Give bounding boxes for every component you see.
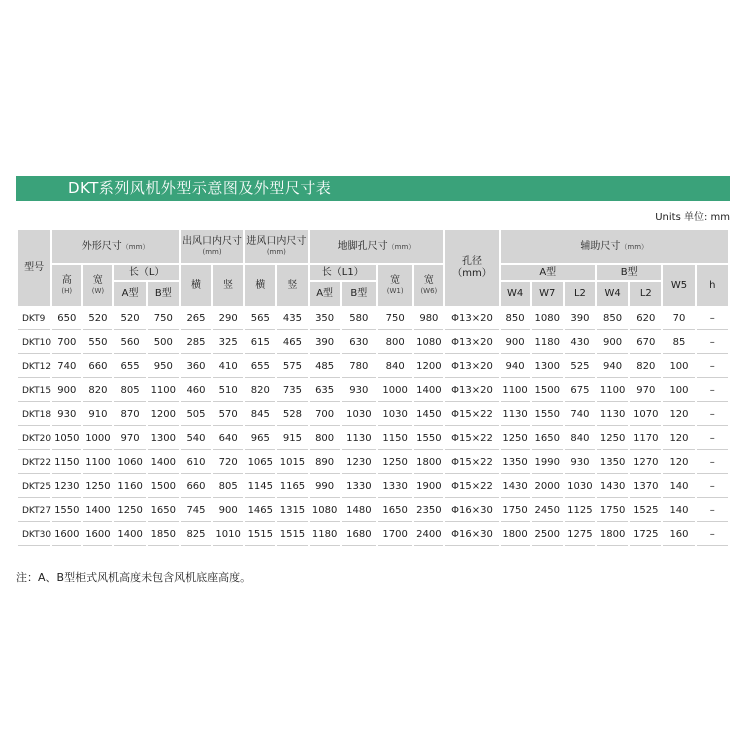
- model-cell: DKT12: [18, 356, 50, 378]
- table-cell: 930: [52, 404, 81, 426]
- table-cell: 1550: [414, 428, 443, 450]
- table-cell: –: [697, 308, 728, 330]
- table-row: [18, 476, 728, 498]
- table-cell: 1550: [52, 500, 81, 522]
- table-cell: 485: [310, 356, 340, 378]
- table-cell: 940: [501, 356, 530, 378]
- table-cell: 520: [83, 308, 112, 330]
- table-row: [18, 524, 728, 546]
- table-cell: 660: [83, 356, 112, 378]
- table-cell: 1230: [342, 452, 376, 474]
- header-l1-type-a: A型: [310, 282, 340, 306]
- table-row: [18, 308, 728, 330]
- table-cell: 2350: [414, 500, 443, 522]
- header-inlet-horizontal: 横: [245, 265, 275, 306]
- header-length-type-b: B型: [148, 282, 179, 306]
- table-cell: 630: [342, 332, 376, 354]
- header-a-w4: W4: [501, 282, 530, 306]
- table-cell: 800: [378, 332, 412, 354]
- table-cell: 70: [663, 308, 694, 330]
- table-cell: 510: [213, 380, 243, 402]
- table-cell: 700: [52, 332, 81, 354]
- header-length-l1: 长（L1）: [310, 265, 376, 280]
- header-l1-type-b: B型: [342, 282, 376, 306]
- table-cell: 410: [213, 356, 243, 378]
- model-cell: DKT15: [18, 380, 50, 402]
- table-cell: 1500: [148, 476, 179, 498]
- table-cell: –: [697, 332, 728, 354]
- table-cell: 850: [597, 308, 628, 330]
- model-cell: DKT20: [18, 428, 50, 450]
- table-cell: 1150: [52, 452, 81, 474]
- table-cell: 1160: [114, 476, 145, 498]
- table-cell: 1400: [148, 452, 179, 474]
- header-length: 长（L）: [114, 265, 178, 280]
- table-cell: 970: [630, 380, 661, 402]
- table-cell: –: [697, 452, 728, 474]
- table-cell: 615: [245, 332, 275, 354]
- table-cell: Φ16×30: [445, 524, 498, 546]
- table-cell: 720: [213, 452, 243, 474]
- table-cell: 660: [181, 476, 211, 498]
- table-cell: 1465: [245, 500, 275, 522]
- model-cell: DKT9: [18, 308, 50, 330]
- table-cell: 990: [310, 476, 340, 498]
- header-aux-type-b: B型: [597, 265, 661, 280]
- table-cell: 1100: [148, 380, 179, 402]
- table-cell: 655: [245, 356, 275, 378]
- table-cell: 805: [114, 380, 145, 402]
- table-cell: 1000: [83, 428, 112, 450]
- header-outer-size: 外形尺寸（mm）: [52, 230, 179, 263]
- table-cell: 1400: [83, 500, 112, 522]
- table-cell: 160: [663, 524, 694, 546]
- header-inlet-size: 进风口内尺寸 (mm): [245, 230, 307, 263]
- table-row: [18, 452, 728, 474]
- header-a-l2: L2: [565, 282, 595, 306]
- table-cell: 840: [565, 428, 595, 450]
- table-cell: Φ13×20: [445, 356, 498, 378]
- table-cell: Φ13×20: [445, 332, 498, 354]
- table-cell: 100: [663, 380, 694, 402]
- table-cell: –: [697, 380, 728, 402]
- table-cell: 285: [181, 332, 211, 354]
- header-model: 型号: [18, 230, 50, 306]
- table-cell: 1130: [597, 404, 628, 426]
- table-cell: 1430: [501, 476, 530, 498]
- table-cell: 1430: [597, 476, 628, 498]
- table-cell: 1200: [148, 404, 179, 426]
- table-cell: 890: [310, 452, 340, 474]
- table-cell: 1060: [114, 452, 145, 474]
- table-cell: 940: [597, 356, 628, 378]
- table-cell: 120: [663, 428, 694, 450]
- table-cell: 460: [181, 380, 211, 402]
- table-cell: 1080: [414, 332, 443, 354]
- table-cell: 840: [378, 356, 412, 378]
- table-cell: –: [697, 428, 728, 450]
- table-cell: 2450: [532, 500, 563, 522]
- header-outlet-horizontal: 横: [181, 265, 211, 306]
- header-w5: W5: [663, 265, 694, 306]
- table-cell: 970: [114, 428, 145, 450]
- table-cell: 800: [310, 428, 340, 450]
- header-h: h: [697, 265, 728, 306]
- table-cell: 120: [663, 452, 694, 474]
- table-cell: 805: [213, 476, 243, 498]
- header-aux-type-a: A型: [501, 265, 595, 280]
- table-cell: 1750: [501, 500, 530, 522]
- table-cell: 910: [83, 404, 112, 426]
- table-cell: 1070: [630, 404, 661, 426]
- table-cell: 505: [181, 404, 211, 426]
- model-cell: DKT22: [18, 452, 50, 474]
- table-cell: 540: [181, 428, 211, 450]
- table-cell: 1000: [378, 380, 412, 402]
- table-cell: 1180: [532, 332, 563, 354]
- table-cell: Φ15×22: [445, 404, 498, 426]
- table-cell: 1725: [630, 524, 661, 546]
- table-cell: 1130: [501, 404, 530, 426]
- model-cell: DKT18: [18, 404, 50, 426]
- table-cell: 580: [342, 308, 376, 330]
- table-cell: 620: [630, 308, 661, 330]
- table-cell: 520: [114, 308, 145, 330]
- model-cell: DKT10: [18, 332, 50, 354]
- table-cell: 1330: [378, 476, 412, 498]
- table-cell: 1400: [114, 524, 145, 546]
- table-cell: 1170: [630, 428, 661, 450]
- table-cell: Φ15×22: [445, 428, 498, 450]
- dimension-table: [16, 228, 730, 548]
- header-b-l2: L2: [630, 282, 661, 306]
- table-cell: 1100: [501, 380, 530, 402]
- header-height: 高 (H): [52, 265, 81, 306]
- table-cell: 1370: [630, 476, 661, 498]
- table-row: [18, 404, 728, 426]
- table-cell: 1300: [148, 428, 179, 450]
- table-cell: 1250: [597, 428, 628, 450]
- model-cell: DKT25: [18, 476, 50, 498]
- table-cell: 1270: [630, 452, 661, 474]
- footnote: 注：A、B型柜式风机高度未包含风机底座高度。: [16, 571, 252, 584]
- table-cell: 1680: [342, 524, 376, 546]
- table-cell: 1250: [114, 500, 145, 522]
- table-cell: 1800: [597, 524, 628, 546]
- table-cell: 820: [630, 356, 661, 378]
- table-cell: –: [697, 500, 728, 522]
- table-row: [18, 500, 728, 522]
- table-cell: 870: [114, 404, 145, 426]
- table-cell: 560: [114, 332, 145, 354]
- table-cell: 850: [501, 308, 530, 330]
- table-cell: 575: [277, 356, 307, 378]
- table-cell: 610: [181, 452, 211, 474]
- table-cell: 1600: [52, 524, 81, 546]
- table-cell: 1130: [342, 428, 376, 450]
- table-cell: 1350: [501, 452, 530, 474]
- table-cell: 1250: [83, 476, 112, 498]
- table-cell: 1180: [310, 524, 340, 546]
- table-cell: 1030: [342, 404, 376, 426]
- table-cell: 290: [213, 308, 243, 330]
- table-cell: 965: [245, 428, 275, 450]
- table-row: [18, 428, 728, 450]
- table-cell: 1500: [532, 380, 563, 402]
- table-cell: 915: [277, 428, 307, 450]
- table-cell: 350: [310, 308, 340, 330]
- table-cell: 700: [310, 404, 340, 426]
- table-cell: 570: [213, 404, 243, 426]
- table-cell: 390: [565, 308, 595, 330]
- table-cell: 745: [181, 500, 211, 522]
- table-cell: 2500: [532, 524, 563, 546]
- table-cell: 675: [565, 380, 595, 402]
- table-body: [18, 308, 728, 546]
- table-cell: 1515: [277, 524, 307, 546]
- table-cell: 500: [148, 332, 179, 354]
- table-cell: 1100: [597, 380, 628, 402]
- table-cell: 1315: [277, 500, 307, 522]
- table-cell: 1850: [148, 524, 179, 546]
- table-cell: Φ13×20: [445, 380, 498, 402]
- table-cell: 1330: [342, 476, 376, 498]
- table-cell: 950: [148, 356, 179, 378]
- table-cell: 750: [148, 308, 179, 330]
- table-cell: 1200: [414, 356, 443, 378]
- table-cell: 900: [597, 332, 628, 354]
- table-row: [18, 380, 728, 402]
- table-cell: 360: [181, 356, 211, 378]
- table-cell: 140: [663, 476, 694, 498]
- header-outlet-vertical: 竖: [213, 265, 243, 306]
- header-foot-hole-size: 地脚孔尺寸（mm）: [310, 230, 444, 263]
- table-cell: 1275: [565, 524, 595, 546]
- header-b-w4: W4: [597, 282, 628, 306]
- table-cell: 750: [378, 308, 412, 330]
- table-cell: 1080: [532, 308, 563, 330]
- table-cell: 735: [277, 380, 307, 402]
- table-cell: 825: [181, 524, 211, 546]
- table-cell: 325: [213, 332, 243, 354]
- table-cell: 140: [663, 500, 694, 522]
- table-cell: 1600: [83, 524, 112, 546]
- table-cell: –: [697, 476, 728, 498]
- table-cell: 1900: [414, 476, 443, 498]
- table-cell: 900: [52, 380, 81, 402]
- table-cell: 900: [213, 500, 243, 522]
- table-cell: 1250: [378, 452, 412, 474]
- table-cell: 430: [565, 332, 595, 354]
- header-outlet-size: 出风口内尺寸 (mm): [181, 230, 243, 263]
- table-cell: 1165: [277, 476, 307, 498]
- table-cell: 900: [501, 332, 530, 354]
- table-cell: 1080: [310, 500, 340, 522]
- table-cell: 1010: [213, 524, 243, 546]
- header-width: 宽 (W): [83, 265, 112, 306]
- table-cell: 820: [245, 380, 275, 402]
- table-cell: 980: [414, 308, 443, 330]
- table-cell: 655: [114, 356, 145, 378]
- table-cell: Φ15×22: [445, 452, 498, 474]
- table-cell: 1030: [565, 476, 595, 498]
- table-cell: 1515: [245, 524, 275, 546]
- table-cell: 565: [245, 308, 275, 330]
- table-row: [18, 356, 728, 378]
- table-cell: 435: [277, 308, 307, 330]
- table-cell: 930: [342, 380, 376, 402]
- header-hole-diameter: 孔径（mm）: [445, 230, 498, 306]
- table-cell: 650: [52, 308, 81, 330]
- table-cell: 1150: [378, 428, 412, 450]
- model-cell: DKT27: [18, 500, 50, 522]
- table-cell: 2400: [414, 524, 443, 546]
- table-row: [18, 332, 728, 354]
- table-cell: 1065: [245, 452, 275, 474]
- table-cell: 670: [630, 332, 661, 354]
- table-cell: 85: [663, 332, 694, 354]
- table-cell: 1525: [630, 500, 661, 522]
- header-width-w6: 宽 (W6): [414, 265, 443, 306]
- table-cell: 1800: [501, 524, 530, 546]
- table-cell: 1250: [501, 428, 530, 450]
- header-length-type-a: A型: [114, 282, 145, 306]
- table-cell: 120: [663, 404, 694, 426]
- table-cell: 1100: [83, 452, 112, 474]
- table-cell: 1015: [277, 452, 307, 474]
- table-title: DKT系列风机外型示意图及外型尺寸表: [16, 176, 730, 201]
- table-cell: 1145: [245, 476, 275, 498]
- table-cell: 1750: [597, 500, 628, 522]
- table-cell: –: [697, 356, 728, 378]
- table-cell: 1030: [378, 404, 412, 426]
- table-cell: 930: [565, 452, 595, 474]
- table-cell: 1050: [52, 428, 81, 450]
- table-cell: Φ13×20: [445, 308, 498, 330]
- table-cell: 550: [83, 332, 112, 354]
- table-cell: 780: [342, 356, 376, 378]
- table-cell: 1550: [532, 404, 563, 426]
- table-cell: 1650: [378, 500, 412, 522]
- table-cell: Φ16×30: [445, 500, 498, 522]
- header-a-w7: W7: [532, 282, 563, 306]
- table-cell: 390: [310, 332, 340, 354]
- table-cell: 1650: [532, 428, 563, 450]
- table-cell: 265: [181, 308, 211, 330]
- table-cell: 740: [565, 404, 595, 426]
- table-cell: 2000: [532, 476, 563, 498]
- table-cell: 1300: [532, 356, 563, 378]
- table-cell: –: [697, 524, 728, 546]
- table-cell: 1450: [414, 404, 443, 426]
- table-cell: 1125: [565, 500, 595, 522]
- table-cell: 465: [277, 332, 307, 354]
- units-label: Units 单位: mm: [655, 212, 730, 223]
- table-cell: Φ15×22: [445, 476, 498, 498]
- header-inlet-vertical: 竖: [277, 265, 307, 306]
- table-cell: 100: [663, 356, 694, 378]
- table-cell: 820: [83, 380, 112, 402]
- table-cell: –: [697, 404, 728, 426]
- table-cell: 640: [213, 428, 243, 450]
- table-cell: 1800: [414, 452, 443, 474]
- table-cell: 1990: [532, 452, 563, 474]
- table-cell: 525: [565, 356, 595, 378]
- table-cell: 1650: [148, 500, 179, 522]
- table-cell: 845: [245, 404, 275, 426]
- table-cell: 740: [52, 356, 81, 378]
- table-cell: 635: [310, 380, 340, 402]
- table-cell: 1230: [52, 476, 81, 498]
- table-cell: 1700: [378, 524, 412, 546]
- header-aux-size: 辅助尺寸（mm）: [501, 230, 729, 263]
- table-cell: 1350: [597, 452, 628, 474]
- model-cell: DKT30: [18, 524, 50, 546]
- header-width-w1: 宽 (W1): [378, 265, 412, 306]
- table-cell: 1480: [342, 500, 376, 522]
- table-cell: 528: [277, 404, 307, 426]
- table-cell: 1400: [414, 380, 443, 402]
